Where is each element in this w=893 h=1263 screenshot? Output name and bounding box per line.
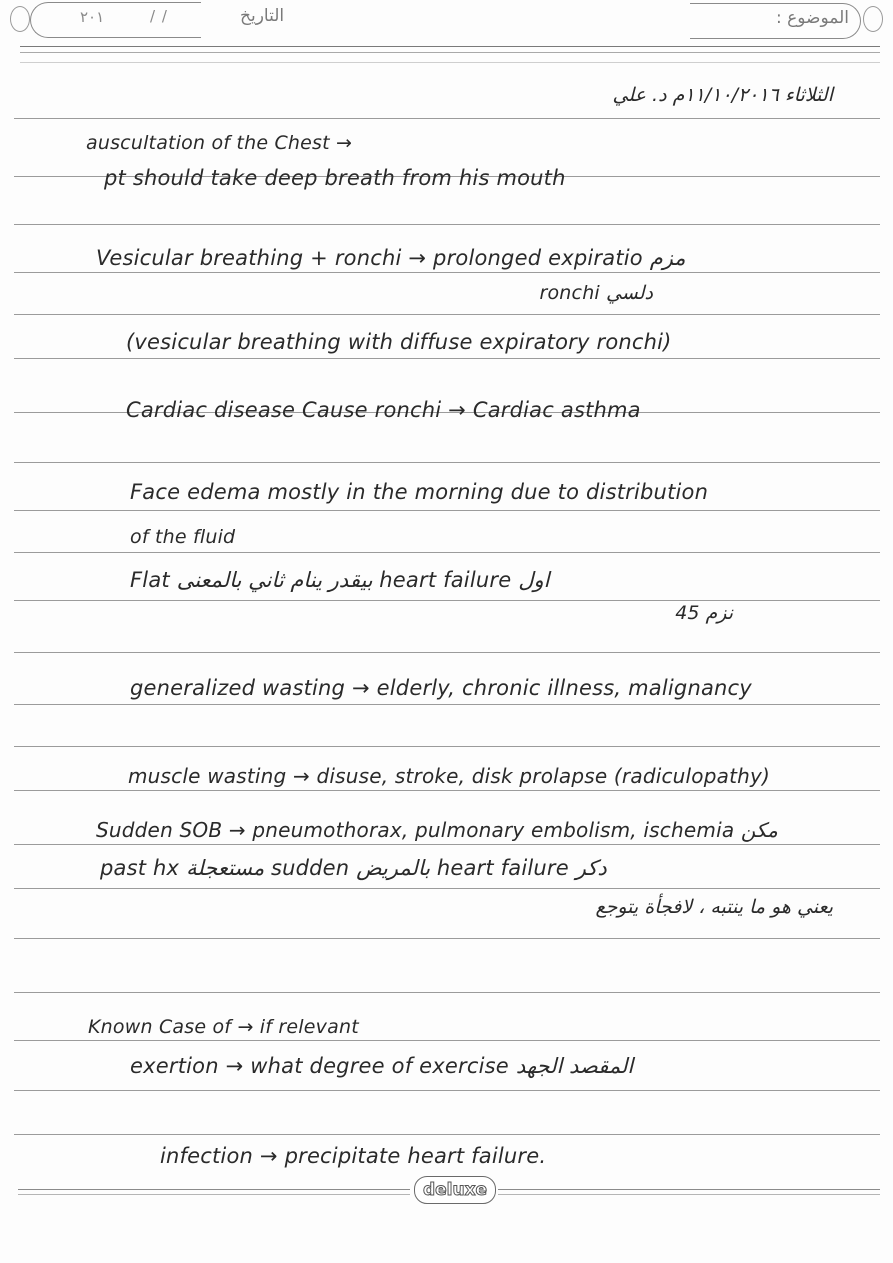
footer-rule xyxy=(18,1194,410,1195)
date-frame xyxy=(30,2,201,38)
note-line: يعني هو ما ينتبه ، لافجأة يتوجع xyxy=(595,896,833,918)
note-line: auscultation of the Chest → xyxy=(86,132,353,154)
date-year: ٢٠١ xyxy=(80,8,105,26)
note-line: Face edema mostly in the morning due to distribution xyxy=(130,480,709,504)
ruled-line xyxy=(14,938,880,939)
note-line: infection → precipitate heart failure. xyxy=(160,1144,547,1168)
ruled-line xyxy=(14,314,880,315)
date-label: التاريخ xyxy=(240,6,285,26)
ruled-line xyxy=(14,746,880,747)
ruled-line xyxy=(14,600,880,601)
ruled-line xyxy=(14,844,880,845)
ruled-line xyxy=(14,358,880,359)
header-rule xyxy=(20,62,880,63)
footer-rule xyxy=(18,1189,410,1190)
corner-ornament-left-icon xyxy=(10,6,30,32)
ruled-line xyxy=(14,1134,880,1135)
note-line: Sudden SOB → pneumothorax, pulmonary embolism, ischemia مكن xyxy=(96,818,778,842)
ruled-line xyxy=(14,1090,880,1091)
header-rule xyxy=(20,46,880,47)
note-line: generalized wasting → elderly, chronic illness, malignancy xyxy=(130,676,752,700)
ruled-line xyxy=(14,224,880,225)
footer-rule xyxy=(498,1194,880,1195)
ruled-line xyxy=(14,462,880,463)
ruled-line xyxy=(14,652,880,653)
note-line: Cardiac disease Cause ronchi → Cardiac asthma xyxy=(126,398,641,422)
footer-rule xyxy=(498,1189,880,1190)
ruled-line xyxy=(14,790,880,791)
note-line: pt should take deep breath from his mouth xyxy=(104,166,566,190)
note-line: exertion → what degree of exercise المقصد الجهد xyxy=(130,1054,634,1078)
header-rule xyxy=(20,52,880,53)
note-line: past hx مستعجلة sudden بالمريض heart failure دكر xyxy=(100,856,607,880)
ruled-line xyxy=(14,118,880,119)
note-line: Vesicular breathing + ronchi → prolonged expiratio مزم xyxy=(96,246,686,270)
ruled-line xyxy=(14,888,880,889)
ruled-line xyxy=(14,272,880,273)
ruled-line xyxy=(14,552,880,553)
brand-logo: deluxe xyxy=(414,1176,496,1204)
ruled-line xyxy=(14,704,880,705)
date-slots: / / xyxy=(150,7,168,25)
note-line: Flat بيقدر ينام ثاني بالمعنى heart failure اول xyxy=(130,568,550,592)
ruled-line xyxy=(14,1040,880,1041)
note-line: Known Case of → if relevant xyxy=(88,1016,359,1038)
note-line: دلسي ronchi xyxy=(539,282,653,304)
note-line: نزم 45 xyxy=(675,602,733,624)
note-line: muscle wasting → disuse, stroke, disk prolapse (radiculopathy) xyxy=(128,764,771,788)
subject-label: الموضوع : xyxy=(775,8,849,28)
note-line: (vesicular breathing with diffuse expiratory ronchi) xyxy=(126,330,672,354)
note-line: of the fluid xyxy=(130,526,236,548)
corner-ornament-right-icon xyxy=(863,6,883,32)
ruled-line xyxy=(14,992,880,993)
ruled-line xyxy=(14,510,880,511)
page-header xyxy=(0,0,893,62)
lecture-date-line: الثلاثاء ١١/١٠/٢٠١٦م د. علي xyxy=(612,84,833,106)
